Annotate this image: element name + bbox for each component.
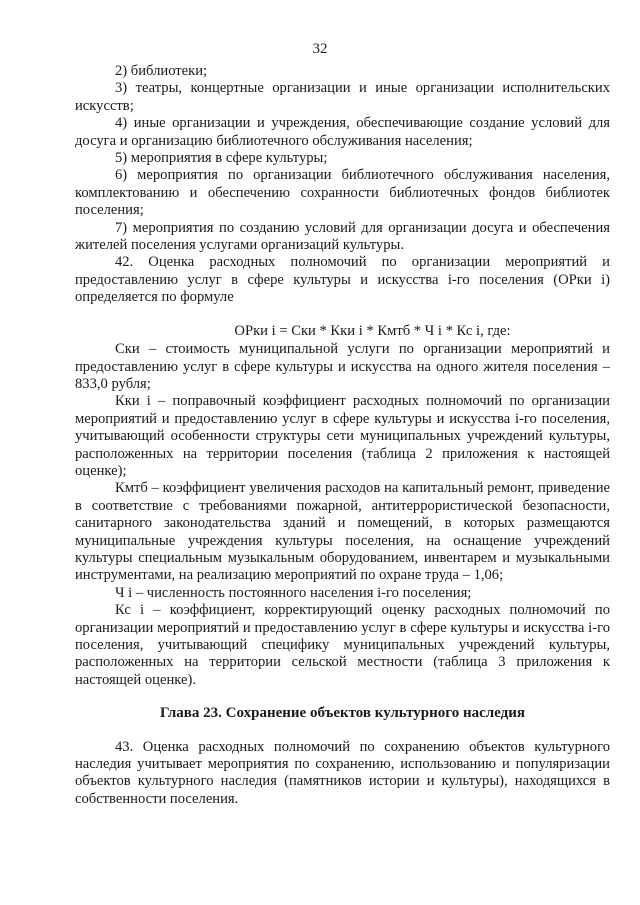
definition-ks: Кс i – коэффициент, корректирующий оценку расходных полномочий по организации мероприятий и предоставлению услуг в сфере культуры и искусства i-го поселения, учитывающий специфику муниципальных учреждений культуры, расположенных на территории сельской местности (таблица 3 приложения к настоящей оценке). xyxy=(75,602,610,688)
definition-ski: Ски – стоимость муниципальной услуги по организации мероприятий и предоставлению услуг в сфере культуры и искусства на одного жителя поселения – 833,0 рубля; xyxy=(75,341,610,392)
list-item-other-organizations: 4) иные организации и учреждения, обеспечивающие создание условий для досуга и организацию библиотечного обслуживания населения; xyxy=(75,115,610,149)
list-item-library-services: 6) мероприятия по организации библиотечного обслуживания населения, комплектованию и обеспечению сохранности библиотечных фондов библиотек поселения; xyxy=(75,167,610,219)
definition-ch: Ч i – численность постоянного населения i-го поселения; xyxy=(115,584,472,601)
formula: ОРки i = Ски * Кки i * Кмтб * Ч i * Кс i, где: xyxy=(234,322,511,339)
list-item-leisure: 7) мероприятия по созданию условий для организации досуга и обеспечения жителей поселения услугами организаций культуры. xyxy=(75,219,610,254)
paragraph-42: 42. Оценка расходных полномочий по организации мероприятий и предоставлению услуг в сфере культуры и искусства i-го поселения (ОРки i) определяется по формуле xyxy=(75,254,610,306)
chapter-title: Глава 23. Сохранение объектов культурного наследия xyxy=(160,705,525,722)
page-number: 32 xyxy=(312,41,328,57)
document-body xyxy=(75,63,610,808)
paragraph-43: 43. Оценка расходных полномочий по сохранению объектов культурного наследия учитывает мероприятия по сохранению, использованию и популяризации объектов культурного наследия (памятников истории и культуры), находящихся в собственности поселения. xyxy=(75,738,610,807)
definition-kmtb: Кмтб – коэффициент увеличения расходов на капитальный ремонт, приведение в соответствие с требованиями пожарной, антитеррористической безопасности, санитарного законодательства зданий и помещений, в которых размещаются муниципальные учреждения культуры поселения, на оснащение учреждений культуры специальным музыкальным оборудованием, инвентарем и музыкальными инструментами, на реализацию мероприятий по охране труда – 1,06; xyxy=(75,480,610,584)
list-item-theatres: 3) театры, концертные организации и иные организации исполнительских искусств; xyxy=(75,80,610,114)
definition-kki: Кки i – поправочный коэффициент расходных полномочий по организации мероприятий и предоставлению услуг в сфере культуры и искусства i-го поселения, учитывающий особенности структуры сети муниципальных учреждений культуры, расположенных на территории поселения (таблица 2 приложения к настоящей оценке); xyxy=(75,393,610,479)
list-item-libraries: 2) библиотеки; xyxy=(115,63,208,79)
list-item-culture-events: 5) мероприятия в сфере культуры; xyxy=(115,150,328,167)
